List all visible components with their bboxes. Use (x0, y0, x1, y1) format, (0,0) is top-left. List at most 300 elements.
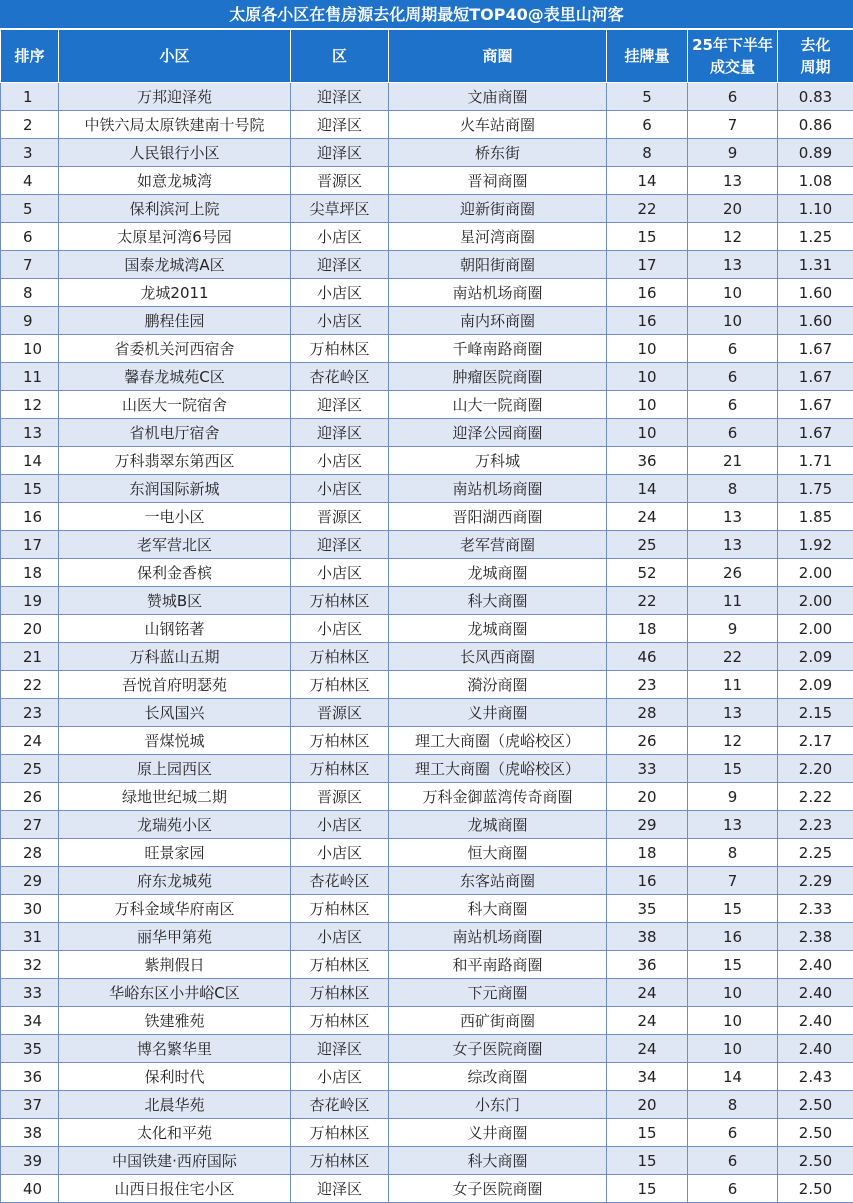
district-cell: 万柏林区 (291, 1147, 389, 1175)
business-area-cell: 星河湾商圈 (389, 223, 607, 251)
business-area-cell: 火车站商圈 (389, 111, 607, 139)
business-area-cell: 科大商圈 (389, 895, 607, 923)
cycle-cell: 2.15 (778, 699, 853, 727)
district-cell: 杏花岭区 (291, 363, 389, 391)
table-row (1, 167, 853, 195)
cycle-cell: 2.40 (778, 979, 853, 1007)
header-cycle-line2: 周期 (800, 58, 831, 76)
deals-cell: 26 (688, 559, 778, 587)
cycle-cell: 0.83 (778, 83, 853, 111)
cycle-cell: 1.67 (778, 419, 853, 447)
rank-cell: 28 (1, 839, 59, 867)
community-cell: 万科翡翠东第西区 (59, 447, 291, 475)
district-cell: 万柏林区 (291, 727, 389, 755)
cycle-cell: 2.20 (778, 755, 853, 783)
business-area-cell: 和平南路商圈 (389, 951, 607, 979)
listings-cell: 20 (607, 783, 688, 811)
rank-cell: 33 (1, 979, 59, 1007)
business-area-cell: 老军营商圈 (389, 531, 607, 559)
business-area-cell: 漪汾商圈 (389, 671, 607, 699)
table-row (1, 1007, 853, 1035)
deals-cell: 13 (688, 503, 778, 531)
district-cell: 迎泽区 (291, 251, 389, 279)
community-cell: 省委机关河西宿舍 (59, 335, 291, 363)
header-cycle (778, 30, 853, 83)
cycle-cell: 1.85 (778, 503, 853, 531)
deals-cell: 13 (688, 531, 778, 559)
cycle-cell: 1.08 (778, 167, 853, 195)
listings-cell: 16 (607, 867, 688, 895)
deals-cell: 15 (688, 895, 778, 923)
community-cell: 万邦迎泽苑 (59, 83, 291, 111)
business-area-cell: 南站机场商圈 (389, 923, 607, 951)
listings-cell: 34 (607, 1063, 688, 1091)
table-row (1, 979, 853, 1007)
deals-cell: 6 (688, 391, 778, 419)
deals-cell: 8 (688, 839, 778, 867)
business-area-cell: 龙城商圈 (389, 559, 607, 587)
business-area-cell: 综改商圈 (389, 1063, 607, 1091)
district-cell: 杏花岭区 (291, 867, 389, 895)
rank-cell: 38 (1, 1119, 59, 1147)
table-row (1, 951, 853, 979)
listings-cell: 22 (607, 587, 688, 615)
cycle-cell: 2.23 (778, 811, 853, 839)
listings-cell: 8 (607, 139, 688, 167)
table-row (1, 1147, 853, 1175)
district-cell: 小店区 (291, 279, 389, 307)
cycle-cell: 1.31 (778, 251, 853, 279)
table-row (1, 335, 853, 363)
business-area-cell: 晋阳湖西商圈 (389, 503, 607, 531)
rank-cell: 9 (1, 307, 59, 335)
listings-cell: 26 (607, 727, 688, 755)
listings-cell: 10 (607, 419, 688, 447)
listings-cell: 6 (607, 111, 688, 139)
community-cell: 保利时代 (59, 1063, 291, 1091)
rank-cell: 10 (1, 335, 59, 363)
cycle-cell: 1.92 (778, 531, 853, 559)
community-cell: 龙瑞苑小区 (59, 811, 291, 839)
rank-cell: 25 (1, 755, 59, 783)
header-listings: 挂牌量 (607, 30, 688, 83)
rank-cell: 1 (1, 83, 59, 111)
listings-cell: 5 (607, 83, 688, 111)
rank-cell: 16 (1, 503, 59, 531)
district-cell: 小店区 (291, 923, 389, 951)
rank-cell: 22 (1, 671, 59, 699)
district-cell: 万柏林区 (291, 643, 389, 671)
cycle-cell: 1.60 (778, 279, 853, 307)
rank-cell: 8 (1, 279, 59, 307)
listings-cell: 16 (607, 279, 688, 307)
table-row (1, 727, 853, 755)
business-area-cell: 朝阳街商圈 (389, 251, 607, 279)
listings-cell: 15 (607, 223, 688, 251)
district-cell: 迎泽区 (291, 531, 389, 559)
community-cell: 晋煤悦城 (59, 727, 291, 755)
district-cell: 万柏林区 (291, 587, 389, 615)
district-cell: 小店区 (291, 223, 389, 251)
community-cell: 华峪东区小井峪C区 (59, 979, 291, 1007)
deals-cell: 6 (688, 419, 778, 447)
table-row (1, 587, 853, 615)
district-cell: 小店区 (291, 839, 389, 867)
cycle-cell: 2.50 (778, 1175, 853, 1203)
table-row (1, 671, 853, 699)
rank-cell: 27 (1, 811, 59, 839)
rank-cell: 15 (1, 475, 59, 503)
business-area-cell: 下元商圈 (389, 979, 607, 1007)
listings-cell: 10 (607, 391, 688, 419)
listings-cell: 46 (607, 643, 688, 671)
table-row (1, 811, 853, 839)
listings-cell: 14 (607, 475, 688, 503)
listings-cell: 24 (607, 503, 688, 531)
header-cycle-line1: 去化 (800, 36, 831, 54)
business-area-cell: 东客站商圈 (389, 867, 607, 895)
business-area-cell: 女子医院商圈 (389, 1175, 607, 1203)
cycle-cell: 2.40 (778, 951, 853, 979)
community-cell: 山医大一院宿舍 (59, 391, 291, 419)
business-area-cell: 义井商圈 (389, 1119, 607, 1147)
rank-cell: 29 (1, 867, 59, 895)
cycle-cell: 0.86 (778, 111, 853, 139)
cycle-cell: 2.17 (778, 727, 853, 755)
deals-cell: 13 (688, 699, 778, 727)
community-cell: 人民银行小区 (59, 139, 291, 167)
deals-cell: 6 (688, 83, 778, 111)
header-row (1, 30, 853, 83)
listings-cell: 14 (607, 167, 688, 195)
business-area-cell: 龙城商圈 (389, 811, 607, 839)
community-cell: 一电小区 (59, 503, 291, 531)
ranking-table (0, 29, 853, 1203)
header-deals-line1: 25年下半年 (692, 36, 773, 54)
table-row (1, 503, 853, 531)
community-cell: 紫荆假日 (59, 951, 291, 979)
listings-cell: 20 (607, 1091, 688, 1119)
business-area-cell: 迎新街商圈 (389, 195, 607, 223)
listings-cell: 17 (607, 251, 688, 279)
cycle-cell: 2.00 (778, 559, 853, 587)
district-cell: 迎泽区 (291, 391, 389, 419)
listings-cell: 52 (607, 559, 688, 587)
district-cell: 晋源区 (291, 783, 389, 811)
table-row (1, 559, 853, 587)
listings-cell: 28 (607, 699, 688, 727)
listings-cell: 24 (607, 979, 688, 1007)
rank-cell: 4 (1, 167, 59, 195)
table-body (1, 83, 853, 1203)
community-cell: 长风国兴 (59, 699, 291, 727)
table-row (1, 419, 853, 447)
rank-cell: 23 (1, 699, 59, 727)
rank-cell: 3 (1, 139, 59, 167)
cycle-cell: 1.75 (778, 475, 853, 503)
table-row (1, 195, 853, 223)
cycle-cell: 1.67 (778, 363, 853, 391)
rank-cell: 19 (1, 587, 59, 615)
deals-cell: 15 (688, 755, 778, 783)
cycle-cell: 0.89 (778, 139, 853, 167)
table-row (1, 1091, 853, 1119)
business-area-cell: 科大商圈 (389, 1147, 607, 1175)
table-row (1, 307, 853, 335)
deals-cell: 20 (688, 195, 778, 223)
table-row (1, 139, 853, 167)
table-row (1, 1175, 853, 1203)
cycle-cell: 1.60 (778, 307, 853, 335)
district-cell: 迎泽区 (291, 419, 389, 447)
community-cell: 旺景家园 (59, 839, 291, 867)
rank-cell: 17 (1, 531, 59, 559)
district-cell: 小店区 (291, 1063, 389, 1091)
rank-cell: 35 (1, 1035, 59, 1063)
cycle-cell: 2.29 (778, 867, 853, 895)
cycle-cell: 2.33 (778, 895, 853, 923)
table-row (1, 475, 853, 503)
community-cell: 绿地世纪城二期 (59, 783, 291, 811)
cycle-cell: 2.50 (778, 1091, 853, 1119)
table-row (1, 1063, 853, 1091)
cycle-cell: 2.25 (778, 839, 853, 867)
community-cell: 省机电厅宿舍 (59, 419, 291, 447)
district-cell: 晋源区 (291, 503, 389, 531)
district-cell: 小店区 (291, 447, 389, 475)
district-cell: 小店区 (291, 307, 389, 335)
cycle-cell: 2.40 (778, 1035, 853, 1063)
rank-cell: 11 (1, 363, 59, 391)
deals-cell: 10 (688, 1007, 778, 1035)
listings-cell: 15 (607, 1175, 688, 1203)
community-cell: 北晨华苑 (59, 1091, 291, 1119)
rank-cell: 14 (1, 447, 59, 475)
deals-cell: 11 (688, 587, 778, 615)
cycle-cell: 2.43 (778, 1063, 853, 1091)
deals-cell: 8 (688, 1091, 778, 1119)
table-title: 太原各小区在售房源去化周期最短TOP40@表里山河客 (0, 0, 853, 29)
header-deals-line2: 成交量 (709, 58, 755, 76)
header-deals (688, 30, 778, 83)
table-row (1, 251, 853, 279)
community-cell: 鹏程佳园 (59, 307, 291, 335)
deals-cell: 16 (688, 923, 778, 951)
district-cell: 迎泽区 (291, 139, 389, 167)
deals-cell: 7 (688, 111, 778, 139)
listings-cell: 18 (607, 839, 688, 867)
deals-cell: 6 (688, 1175, 778, 1203)
listings-cell: 24 (607, 1035, 688, 1063)
table-row (1, 391, 853, 419)
district-cell: 迎泽区 (291, 111, 389, 139)
business-area-cell: 义井商圈 (389, 699, 607, 727)
rank-cell: 6 (1, 223, 59, 251)
cycle-cell: 1.67 (778, 391, 853, 419)
business-area-cell: 肿瘤医院商圈 (389, 363, 607, 391)
cycle-cell: 1.71 (778, 447, 853, 475)
rank-cell: 34 (1, 1007, 59, 1035)
listings-cell: 36 (607, 447, 688, 475)
community-cell: 龙城2011 (59, 279, 291, 307)
business-area-cell: 长风西商圈 (389, 643, 607, 671)
cycle-cell: 2.22 (778, 783, 853, 811)
listings-cell: 33 (607, 755, 688, 783)
cycle-cell: 1.67 (778, 335, 853, 363)
listings-cell: 16 (607, 307, 688, 335)
cycle-cell: 2.00 (778, 587, 853, 615)
table-row (1, 783, 853, 811)
table-row (1, 531, 853, 559)
deals-cell: 9 (688, 615, 778, 643)
rank-cell: 31 (1, 923, 59, 951)
deals-cell: 21 (688, 447, 778, 475)
district-cell: 迎泽区 (291, 83, 389, 111)
cycle-cell: 1.10 (778, 195, 853, 223)
cycle-cell: 2.50 (778, 1119, 853, 1147)
cycle-cell: 2.50 (778, 1147, 853, 1175)
cycle-cell: 2.38 (778, 923, 853, 951)
table-row (1, 1035, 853, 1063)
table-row (1, 83, 853, 111)
rank-cell: 32 (1, 951, 59, 979)
rank-cell: 21 (1, 643, 59, 671)
listings-cell: 15 (607, 1147, 688, 1175)
community-cell: 保利滨河上院 (59, 195, 291, 223)
listings-cell: 22 (607, 195, 688, 223)
district-cell: 万柏林区 (291, 1119, 389, 1147)
district-cell: 万柏林区 (291, 671, 389, 699)
district-cell: 迎泽区 (291, 1035, 389, 1063)
deals-cell: 6 (688, 363, 778, 391)
deals-cell: 13 (688, 167, 778, 195)
community-cell: 丽华甲第苑 (59, 923, 291, 951)
deals-cell: 11 (688, 671, 778, 699)
community-cell: 山钢铭著 (59, 615, 291, 643)
district-cell: 万柏林区 (291, 335, 389, 363)
business-area-cell: 理工大商圈（虎峪校区） (389, 727, 607, 755)
rank-cell: 37 (1, 1091, 59, 1119)
district-cell: 小店区 (291, 615, 389, 643)
listings-cell: 29 (607, 811, 688, 839)
deals-cell: 6 (688, 335, 778, 363)
header-community: 小区 (59, 30, 291, 83)
business-area-cell: 女子医院商圈 (389, 1035, 607, 1063)
rank-cell: 7 (1, 251, 59, 279)
rank-cell: 40 (1, 1175, 59, 1203)
cycle-cell: 2.09 (778, 643, 853, 671)
business-area-cell: 桥东街 (389, 139, 607, 167)
community-cell: 博名繁华里 (59, 1035, 291, 1063)
listings-cell: 15 (607, 1119, 688, 1147)
community-cell: 太化和平苑 (59, 1119, 291, 1147)
deals-cell: 10 (688, 279, 778, 307)
community-cell: 保利金香槟 (59, 559, 291, 587)
listings-cell: 18 (607, 615, 688, 643)
rank-cell: 18 (1, 559, 59, 587)
district-cell: 晋源区 (291, 699, 389, 727)
district-cell: 小店区 (291, 559, 389, 587)
business-area-cell: 小东门 (389, 1091, 607, 1119)
community-cell: 万科蓝山五期 (59, 643, 291, 671)
listings-cell: 35 (607, 895, 688, 923)
deals-cell: 10 (688, 979, 778, 1007)
business-area-cell: 科大商圈 (389, 587, 607, 615)
header-rank: 排序 (1, 30, 59, 83)
table-row (1, 1119, 853, 1147)
deals-cell: 6 (688, 1147, 778, 1175)
deals-cell: 10 (688, 307, 778, 335)
table-row (1, 839, 853, 867)
cycle-cell: 1.25 (778, 223, 853, 251)
listings-cell: 25 (607, 531, 688, 559)
community-cell: 府东龙城苑 (59, 867, 291, 895)
district-cell: 万柏林区 (291, 979, 389, 1007)
business-area-cell: 文庙商圈 (389, 83, 607, 111)
rank-cell: 24 (1, 727, 59, 755)
community-cell: 中铁六局太原铁建南十号院 (59, 111, 291, 139)
community-cell: 如意龙城湾 (59, 167, 291, 195)
rank-cell: 12 (1, 391, 59, 419)
rank-cell: 30 (1, 895, 59, 923)
rank-cell: 20 (1, 615, 59, 643)
deals-cell: 22 (688, 643, 778, 671)
deals-cell: 9 (688, 139, 778, 167)
business-area-cell: 理工大商圈（虎峪校区） (389, 755, 607, 783)
district-cell: 尖草坪区 (291, 195, 389, 223)
business-area-cell: 晋祠商圈 (389, 167, 607, 195)
deals-cell: 10 (688, 1035, 778, 1063)
deals-cell: 12 (688, 727, 778, 755)
deals-cell: 15 (688, 951, 778, 979)
table-row (1, 363, 853, 391)
table-row (1, 867, 853, 895)
business-area-cell: 千峰南路商圈 (389, 335, 607, 363)
community-cell: 原上园西区 (59, 755, 291, 783)
district-cell: 晋源区 (291, 167, 389, 195)
listings-cell: 10 (607, 363, 688, 391)
community-cell: 中国铁建·西府国际 (59, 1147, 291, 1175)
cycle-cell: 2.40 (778, 1007, 853, 1035)
community-cell: 山西日报住宅小区 (59, 1175, 291, 1203)
community-cell: 国泰龙城湾A区 (59, 251, 291, 279)
table-row (1, 923, 853, 951)
table-row (1, 643, 853, 671)
deals-cell: 8 (688, 475, 778, 503)
business-area-cell: 万科金御蓝湾传奇商圈 (389, 783, 607, 811)
business-area-cell: 龙城商圈 (389, 615, 607, 643)
listings-cell: 10 (607, 335, 688, 363)
community-cell: 万科金域华府南区 (59, 895, 291, 923)
business-area-cell: 万科城 (389, 447, 607, 475)
rank-cell: 2 (1, 111, 59, 139)
district-cell: 万柏林区 (291, 1007, 389, 1035)
district-cell: 万柏林区 (291, 755, 389, 783)
rank-cell: 26 (1, 783, 59, 811)
table-row (1, 223, 853, 251)
business-area-cell: 恒大商圈 (389, 839, 607, 867)
rank-cell: 39 (1, 1147, 59, 1175)
community-cell: 东润国际新城 (59, 475, 291, 503)
community-cell: 太原星河湾6号园 (59, 223, 291, 251)
business-area-cell: 南站机场商圈 (389, 475, 607, 503)
header-district: 区 (291, 30, 389, 83)
table-row (1, 447, 853, 475)
deals-cell: 6 (688, 1119, 778, 1147)
deals-cell: 13 (688, 251, 778, 279)
rank-cell: 13 (1, 419, 59, 447)
business-area-cell: 南内环商圈 (389, 307, 607, 335)
